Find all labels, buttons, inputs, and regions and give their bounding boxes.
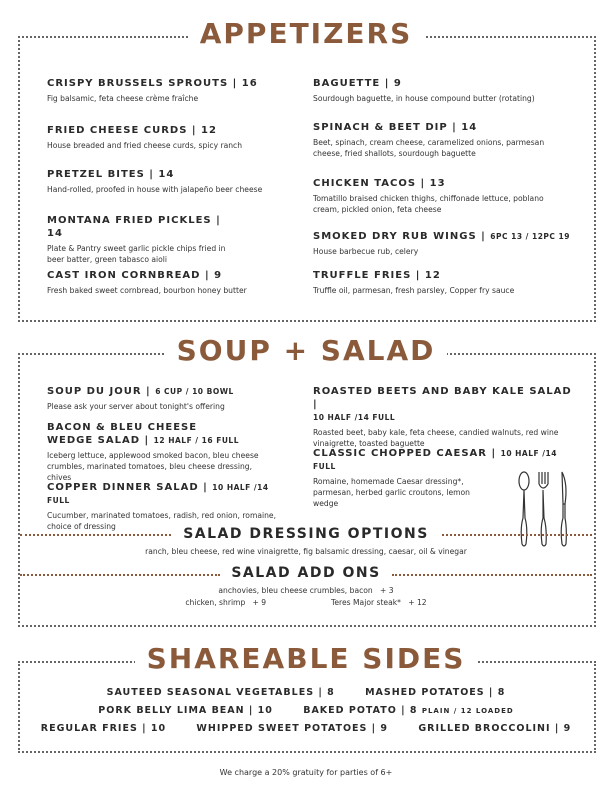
appetizer-item: CAST IRON CORNBREAD | 9 Fresh baked sweet cornbread, bourbon honey butter	[47, 270, 247, 295]
salad-item: COPPER DINNER SALAD | 10 HALF /14 FULL Cucumber, marinated tomatoes, radish, red onion, romaine, choice of dressing	[47, 482, 277, 531]
appetizer-item: TRUFFLE FRIES | 12 Truffle oil, parmesan, fresh parsley, Copper fry sauce	[313, 270, 515, 295]
appetizer-item: PRETZEL BITES | 14 Hand-rolled, proofed in house with jalapeño beer cheese	[47, 169, 263, 194]
gratuity-note: We charge a 20% gratuity for parties of 6+	[219, 768, 393, 777]
side-item: GRILLED BROCCOLINI | 9	[418, 723, 572, 734]
appetizer-item: FRIED CHEESE CURDS | 12 House breaded and fried cheese curds, spicy ranch	[47, 125, 243, 150]
salad-item: SOUP DU JOUR | 6 CUP / 10 BOWL Please ask your server about tonight's offering	[47, 386, 234, 411]
addons-line-1: anchovies, bleu cheese crumbles, bacon + 3	[218, 586, 394, 595]
dressing-title: SALAD DRESSING OPTIONS	[0, 525, 612, 543]
addons-title: SALAD ADD ONS	[0, 564, 612, 582]
sides-title: SHAREABLE SIDES	[0, 641, 612, 677]
side-item: WHIPPED SWEET POTATOES | 9	[196, 723, 389, 734]
appetizer-item: MONTANA FRIED PICKLES | 14 Plate & Pantry sweet garlic pickle chips fried in beer batter, green tabasco aioli	[47, 215, 226, 264]
side-item: REGULAR FRIES | 10	[40, 723, 167, 734]
sides-row-3	[0, 723, 612, 734]
side-item: SAUTEED SEASONAL VEGETABLES | 8	[106, 687, 335, 698]
appetizer-item: CHICKEN TACOS | 13 Tomatillo braised chicken thighs, chiffonade lettuce, poblano cream, pickled onion, feta cheese	[313, 178, 544, 214]
sides-row-2	[0, 705, 612, 716]
appetizers-title: APPETIZERS	[0, 16, 612, 52]
sides-row-1	[0, 687, 612, 698]
dressing-list: ranch, bleu cheese, red wine vinaigrette, fig balsamic dressing, caesar, oil & vinegar	[145, 547, 467, 556]
soup-salad-title: SOUP + SALAD	[0, 333, 612, 369]
addons-line-2: chicken, shrimp + 9 Teres Major steak* + 12	[185, 598, 427, 607]
appetizer-item: BAGUETTE | 9 Sourdough baguette, in house compound butter (rotating)	[313, 78, 535, 103]
salad-item: CLASSIC CHOPPED CAESAR | 10 HALF /14 FULL Romaine, homemade Caesar dressing*, parmesan, herbed garlic croutons, lemon wedge	[313, 448, 557, 508]
appetizer-item: CRISPY BRUSSELS SPROUTS | 16 Fig balsamic, feta cheese crème fraîche	[47, 78, 258, 103]
side-item: PORK BELLY LIMA BEAN | 10	[98, 705, 273, 716]
salad-item: ROASTED BEETS AND BABY KALE SALAD | 10 HALF /14 FULL Roasted beet, baby kale, feta cheese, candied walnuts, red wine vinaigrette, toasted baguette	[313, 386, 572, 448]
salad-item: BACON & BLEU CHEESE WEDGE SALAD | 12 HALF / 16 FULL Iceberg lettuce, applewood smoked bacon, bleu cheese crumbles, marinated tomatoes, bleu cheese dressing, chives	[47, 422, 259, 482]
side-item: BAKED POTATO | 8 PLAIN / 12 LOADED	[303, 705, 514, 716]
side-item: MASHED POTATOES | 8	[365, 687, 506, 698]
appetizer-item: SMOKED DRY RUB WINGS | 6PC 13 / 12PC 19 House barbecue rub, celery	[313, 231, 570, 256]
appetizer-item: SPINACH & BEET DIP | 14 Beet, spinach, cream cheese, caramelized onions, parmesan cheese, fried shallots, sourdough baguette	[313, 122, 545, 158]
